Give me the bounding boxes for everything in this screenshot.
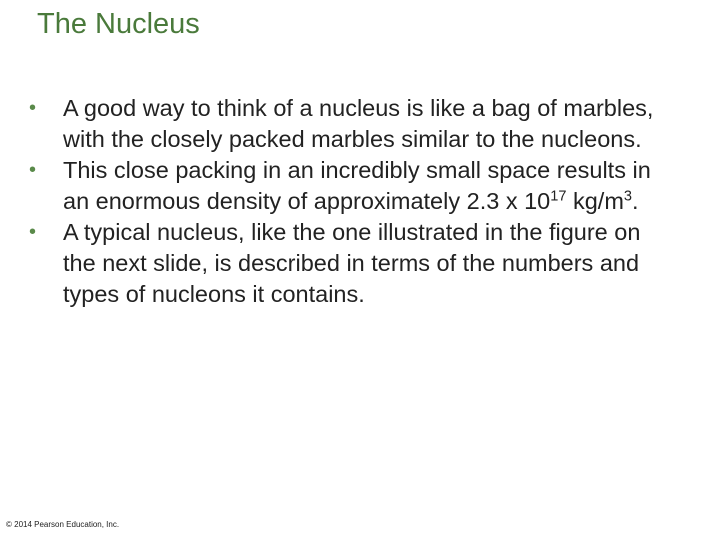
bullet-icon: •: [29, 97, 37, 119]
bullet-list: [29, 93, 679, 310]
copyright-footer: © 2014 Pearson Education, Inc.: [6, 520, 120, 529]
bullet-item-density: [29, 155, 679, 217]
unit-exponent: 3: [623, 188, 633, 205]
density-exponent: 17: [550, 188, 567, 205]
bullet-icon: •: [29, 221, 37, 243]
density-unit: kg/m: [566, 188, 624, 214]
bullet-item-marbles: [29, 93, 679, 155]
bullet-icon: •: [29, 159, 37, 181]
bullet-text: This close packing in an incredibly small space results in an enormous density of approximately 2.3 x 10: [63, 157, 651, 214]
bullet-item-typical-nucleus: [29, 217, 679, 310]
bullet-text-end: .: [632, 188, 639, 214]
bullet-text: A typical nucleus, like the one illustrated in the figure on the next slide, is described in terms of the numbers and types of nucleons it contains.: [63, 219, 641, 307]
slide-title: The Nucleus: [37, 8, 200, 40]
bullet-text: A good way to think of a nucleus is like a bag of marbles, with the closely packed marbles similar to the nucleons.: [63, 95, 654, 152]
